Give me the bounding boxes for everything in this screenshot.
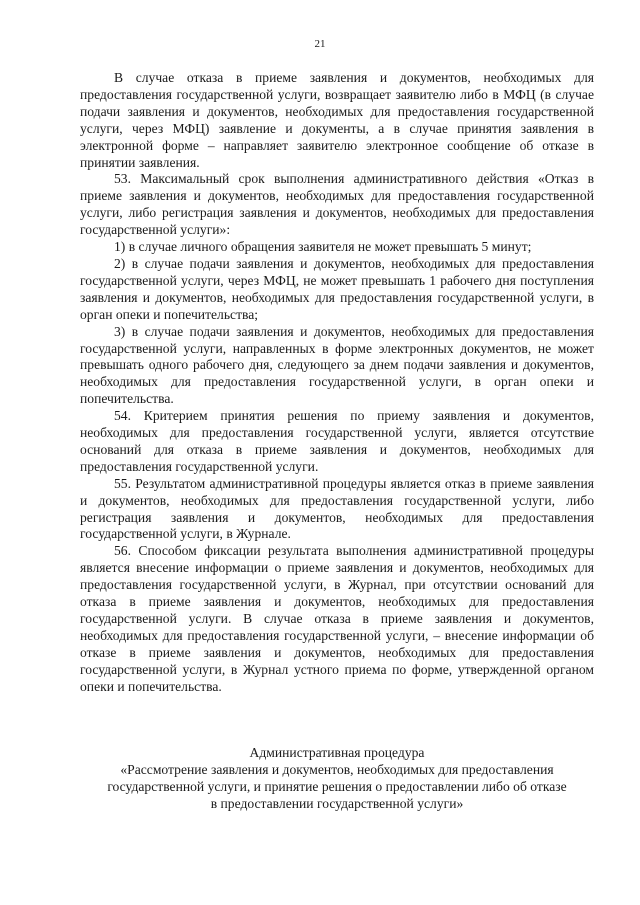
- paragraph: 56. Способом фиксации результата выполнения административной процедуры является внесение информации о приеме заявления и документов, необходимых для предоставления государственной услуги, в Журнал, при отсутствии оснований для отказа в приеме заявления и документов, необходимых для предоставления государственной услуги. В случае отказа в приеме заявления и документов, необходимых для предоставления государственной услуги, – внесение информации об отказе в приеме заявления и документов, необходимых для предоставления государственной услуги, в Журнал устного приема по форме, утвержденной органом опеки и попечительства.: [80, 543, 594, 694]
- paragraph: 1) в случае личного обращения заявителя не может превышать 5 минут;: [114, 239, 532, 255]
- section-heading: [60, 744, 614, 812]
- heading-line: государственной услуги, и принятие решения о предоставлении либо об отказе: [107, 779, 567, 794]
- paragraph: 2) в случае подачи заявления и документов, необходимых для предоставления государственной услуги, через МФЦ, не может превышать 1 рабочего дня поступления заявления и документов, необходимых для предоставления государственной услуги, в орган опеки и попечительства;: [80, 255, 594, 322]
- heading-line: Административная процедура: [249, 745, 425, 760]
- heading-line: в предоставлении государственной услуги»: [210, 796, 464, 811]
- paragraph: 55. Результатом административной процедуры является отказ в приеме заявления и документов, необходимых для предоставления государственной услуги, либо регистрация заявления и документов, необходимых для предоставления государственной услуги, в Журнале.: [80, 475, 594, 542]
- page-number: 21: [314, 38, 326, 50]
- paragraph: 53. Максимальный срок выполнения административного действия «Отказ в приеме заявления и документов, необходимых для предоставления государственной услуги, либо регистрация заявления и документов, необходимых для предоставления государственной услуги»:: [80, 171, 594, 238]
- paragraph: 3) в случае подачи заявления и документов, необходимых для предоставления государственной услуги, направленных в форме электронных документов, не может превышать одного рабочего дня, следующего за днем подачи заявления и документов, необходимых для предоставления государственной услуги, в орган опеки и попечительства.: [80, 323, 594, 407]
- heading-line: «Рассмотрение заявления и документов, необходимых для предоставления: [120, 762, 554, 777]
- paragraph: В случае отказа в приеме заявления и документов, необходимых для предоставления государственной услуги, возвращает заявителю либо в МФЦ (в случае подачи заявления и документов, необходимых для предоставления государственной услуги, через МФЦ) заявление и документы, а в случае принятия заявления в электронной форме – направляет заявителю электронное сообщение об отказе в принятии заявления.: [80, 70, 594, 170]
- body-text: [80, 70, 594, 696]
- paragraph: 54. Критерием принятия решения по приему заявления и документов, необходимых для предоставления государственной услуги, является отсутствие оснований для отказа в приеме заявления и документов, необходимых для предоставления государственной услуги.: [80, 408, 594, 474]
